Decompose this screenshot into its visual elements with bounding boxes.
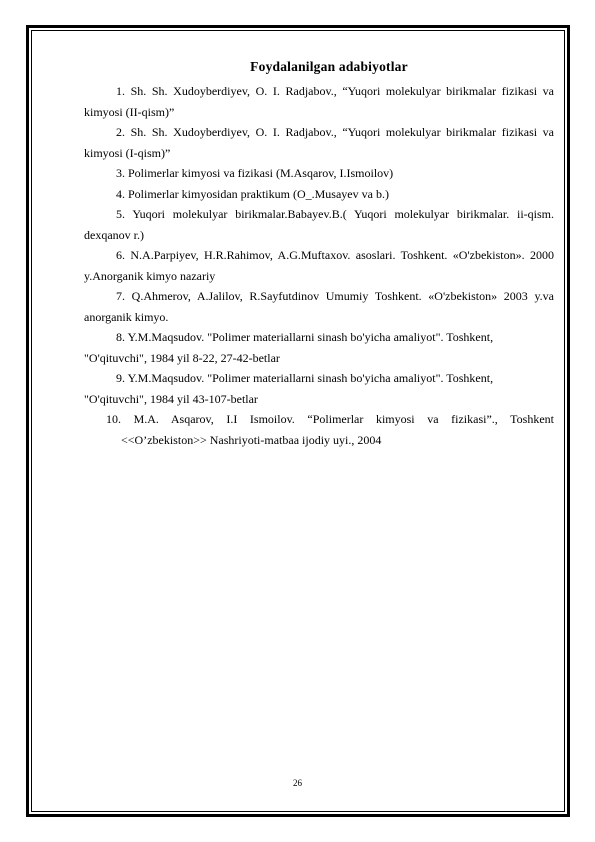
reference-item-3: [84, 163, 554, 184]
reference-item-9: [84, 368, 554, 389]
reference-item-1: [84, 81, 554, 122]
reference-item-6: [84, 245, 554, 286]
reference-text: Polimerlar kimyosidan praktikum (O_.Musayev va b.): [128, 186, 389, 201]
reference-number: 1.: [116, 84, 125, 98]
reference-number: 10.: [106, 412, 121, 426]
reference-number: 5.: [116, 207, 125, 221]
reference-number: 4.: [116, 186, 125, 201]
reference-item-10: [84, 409, 554, 450]
reference-text: N.A.Parpiyev, H.R.Rahimov, A.G.Muftaxov. asoslari. Toshkent. «O'zbekiston». 2000 y.Anorganik kimyo nazariy: [84, 248, 554, 283]
reference-number: 9.: [116, 371, 125, 385]
page-number: 26: [293, 778, 302, 788]
reference-item-8: [84, 327, 554, 348]
references-section: [84, 57, 554, 450]
reference-item-2: [84, 122, 554, 163]
reference-item-7: [84, 286, 554, 327]
reference-text: M.A. Asqarov, I.I Ismoilov. “Polimerlar kimyosi va fizikasi”., Toshkent <<O’zbekiston>> Nashriyoti-matbaa ijodiy uyi., 2004: [121, 412, 554, 447]
reference-number: 2.: [116, 125, 125, 139]
reference-number: 8.: [116, 330, 125, 344]
reference-text: Q.Ahmerov, A.Jalilov, R.Sayfutdinov Umumiy Toshkent. «O'zbekiston» 2003 y.va anorganik kimyo.: [84, 289, 554, 324]
reference-text: Y.M.Maqsudov. "Polimer materiallarni sinash bo'yicha amaliyot". Toshkent,: [127, 371, 494, 385]
reference-item-5: [84, 204, 554, 245]
reference-text: Y.M.Maqsudov. "Polimer materiallarni sinash bo'yicha amaliyot". Toshkent,: [127, 330, 494, 344]
reference-text: Polimerlar kimyosi va fizikasi (M.Asqarov, I.Ismoilov): [128, 166, 394, 180]
reference-number: 7.: [116, 289, 125, 303]
reference-text: Sh. Sh. Xudoyberdiyev, O. I. Radjabov., “Yuqori molekulyar birikmalar fizikasi va kimyosi (II-qism)”: [84, 84, 555, 119]
reference-continuation: "O'qituvchi", 1984 yil 8-22, 27-42-betlar: [84, 350, 280, 365]
reference-continuation: "O'qituvchi", 1984 yil 43-107-betlar: [84, 391, 258, 406]
reference-text: Yuqori molekulyar birikmalar.Babayev.B.( Yuqori molekulyar birikmalar. ii-qism. dexqanov r.): [84, 207, 554, 242]
section-title: Foydalanilgan adabiyotlar: [250, 59, 408, 74]
reference-number: 3.: [116, 166, 125, 180]
reference-number: 6.: [116, 248, 125, 262]
reference-item-4: [84, 184, 554, 205]
reference-text: Sh. Sh. Xudoyberdiyev, O. I. Radjabov., “Yuqori molekulyar birikmalar fizikasi va kimyosi (I-qism)”: [84, 125, 555, 160]
